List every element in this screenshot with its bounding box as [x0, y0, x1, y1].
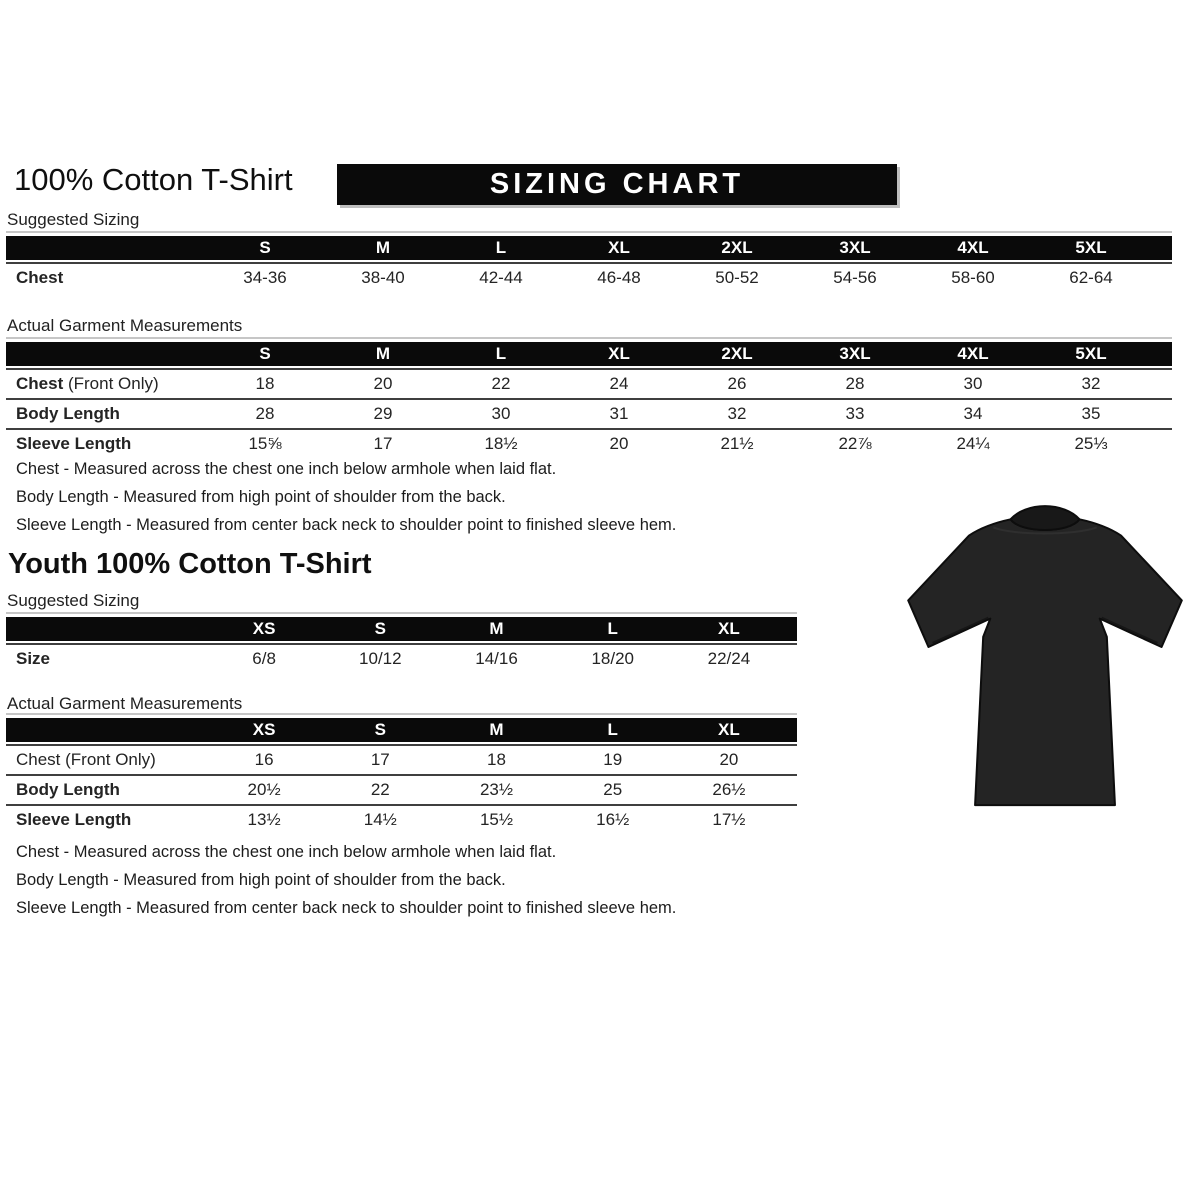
column-header: M [375, 238, 391, 257]
column-header: S [259, 344, 271, 363]
table-cell: 16½ [596, 810, 630, 829]
table-cell: 10/12 [359, 649, 402, 668]
adult-suggested-sizing-label: Suggested Sizing [7, 210, 140, 229]
row-label [6, 374, 206, 394]
table-cell: 31 [609, 404, 629, 423]
table-row-chest [6, 746, 797, 774]
page-title: 100% Cotton T-Shirt [14, 162, 293, 197]
column-header: L [495, 238, 507, 257]
table-cell: 22 [491, 374, 511, 393]
table-cell: 16 [254, 750, 274, 769]
table-row-body-length [6, 398, 1172, 428]
column-header: XS [252, 619, 276, 638]
table-cell: 22⅞ [838, 434, 872, 453]
black-tshirt-image [892, 474, 1196, 820]
table-body [6, 643, 797, 673]
column-header: 4XL [957, 238, 989, 257]
table-cell: 15⅝ [248, 434, 282, 453]
table-cell: 28 [845, 374, 865, 393]
note-body-length: Body Length - Measured from high point of shoulder from the back. [16, 488, 506, 506]
table-cell: 35 [1081, 404, 1101, 423]
table-cell: 42-44 [479, 268, 523, 287]
table-cell: 32 [1081, 374, 1101, 393]
column-header: 2XL [721, 344, 753, 363]
table-cell: 18½ [484, 434, 518, 453]
column-header: L [607, 720, 618, 739]
column-header: S [374, 619, 386, 638]
table-cell: 6/8 [252, 649, 276, 668]
table-header-row [6, 342, 1172, 366]
note-sleeve-length: Sleeve Length - Measured from center back neck to shoulder point to finished sleeve hem. [16, 516, 677, 534]
table-body [6, 262, 1172, 292]
table-cell: 18 [255, 374, 275, 393]
youth-suggested-sizing-table [6, 612, 797, 673]
column-header: L [607, 619, 618, 638]
table-cell: 18 [487, 750, 506, 769]
column-header: M [489, 720, 504, 739]
table-cell: 24¼ [956, 434, 990, 453]
row-label: Body Length [16, 404, 120, 423]
youth-actual-measurements-table [6, 713, 797, 834]
table-row-sleeve-length [6, 428, 1172, 458]
table-cell: 20 [373, 374, 393, 393]
row-label: Chest (Front Only) [16, 750, 156, 769]
table-header-row [6, 617, 797, 641]
table-row-sleeve-length [6, 804, 797, 834]
table-top-rule [6, 612, 797, 614]
column-header: M [375, 344, 391, 363]
table-cell: 20½ [247, 780, 281, 799]
table-cell: 33 [845, 404, 865, 423]
table-body [6, 744, 797, 834]
table-cell: 29 [373, 404, 393, 423]
table-cell: 24 [609, 374, 629, 393]
table-cell: 17 [370, 750, 390, 769]
table-cell: 21½ [720, 434, 754, 453]
table-cell: 30 [491, 404, 511, 423]
column-header: L [495, 344, 507, 363]
row-label-main: Chest [16, 374, 64, 393]
table-cell: 30 [963, 374, 983, 393]
table-cell: 34-36 [243, 268, 287, 287]
table-header-row [6, 718, 797, 742]
column-header: 3XL [839, 238, 871, 257]
column-header: XL [718, 720, 740, 739]
table-cell: 14/16 [475, 649, 518, 668]
note-body-length: Body Length - Measured from high point of shoulder from the back. [16, 871, 506, 889]
table-cell: 19 [603, 750, 623, 769]
row-label: Chest [16, 268, 64, 287]
table-top-rule [6, 713, 797, 715]
note-sleeve-length: Sleeve Length - Measured from center back neck to shoulder point to finished sleeve hem. [16, 899, 677, 917]
table-cell: 50-52 [715, 268, 759, 287]
table-body [6, 368, 1172, 458]
row-label: Body Length [16, 780, 120, 799]
adult-actual-measurements-table [6, 337, 1172, 458]
sizing-chart-banner [337, 164, 897, 205]
table-cell: 13½ [247, 810, 281, 829]
table-cell: 32 [727, 404, 747, 423]
tshirt-photo [892, 474, 1196, 820]
sizing-chart-banner-label: SIZING CHART [489, 168, 745, 200]
table-cell: 58-60 [951, 268, 995, 287]
youth-measurement-notes [16, 843, 676, 927]
row-label: Sleeve Length [16, 434, 132, 453]
column-header: 3XL [839, 344, 871, 363]
adult-actual-measurements-label: Actual Garment Measurements [7, 316, 243, 335]
table-header-row [6, 236, 1172, 260]
table-cell: 18/20 [591, 649, 634, 668]
table-cell: 20 [609, 434, 629, 453]
table-row [6, 264, 1172, 292]
table-top-rule [6, 337, 1172, 339]
table-row-body-length [6, 774, 797, 804]
note-chest: Chest - Measured across the chest one inch below armhole when laid flat. [16, 460, 557, 478]
table-cell: 62-64 [1069, 268, 1113, 287]
table-cell: 28 [255, 404, 275, 423]
table-cell: 22/24 [707, 649, 751, 668]
column-header: 5XL [1075, 238, 1107, 257]
youth-actual-measurements-label: Actual Garment Measurements [7, 694, 243, 713]
column-header: XL [608, 344, 630, 363]
table-cell: 17 [373, 434, 393, 453]
table-cell: 25 [603, 780, 623, 799]
column-header: 5XL [1075, 344, 1107, 363]
row-label: Sleeve Length [16, 810, 132, 829]
table-cell: 26 [727, 374, 747, 393]
adult-measurement-notes [16, 460, 676, 544]
row-label: Size [16, 649, 51, 668]
row-label-suffix: (Front Only) [63, 374, 159, 393]
table-top-rule [6, 231, 1172, 233]
table-cell: 26½ [712, 780, 746, 799]
note-chest: Chest - Measured across the chest one inch below armhole when laid flat. [16, 843, 557, 861]
column-header: XL [718, 619, 740, 638]
tshirt-body-shape [908, 519, 1182, 805]
table-cell: 14½ [363, 810, 397, 829]
youth-suggested-sizing-label: Suggested Sizing [7, 591, 140, 610]
column-header: S [374, 720, 386, 739]
tshirt-collar-shape [1011, 506, 1080, 530]
youth-section-title: Youth 100% Cotton T-Shirt [8, 548, 372, 580]
table-cell: 38-40 [361, 268, 405, 287]
table-cell: 17½ [712, 810, 746, 829]
table-cell: 15½ [479, 810, 514, 829]
table-cell: 23½ [479, 780, 514, 799]
table-cell: 54-56 [833, 268, 877, 287]
column-header: 2XL [721, 238, 753, 257]
table-cell: 20 [719, 750, 739, 769]
column-header: 4XL [957, 344, 989, 363]
adult-suggested-sizing-table [6, 231, 1172, 292]
table-row-chest [6, 370, 1172, 398]
column-header: XL [608, 238, 630, 257]
column-header: XS [252, 720, 276, 739]
table-cell: 22 [370, 780, 390, 799]
table-row-size [6, 645, 797, 673]
table-cell: 46-48 [597, 268, 641, 287]
table-cell: 34 [963, 404, 983, 423]
table-cell: 25⅓ [1074, 434, 1108, 453]
column-header: S [259, 238, 271, 257]
column-header: M [489, 619, 504, 638]
